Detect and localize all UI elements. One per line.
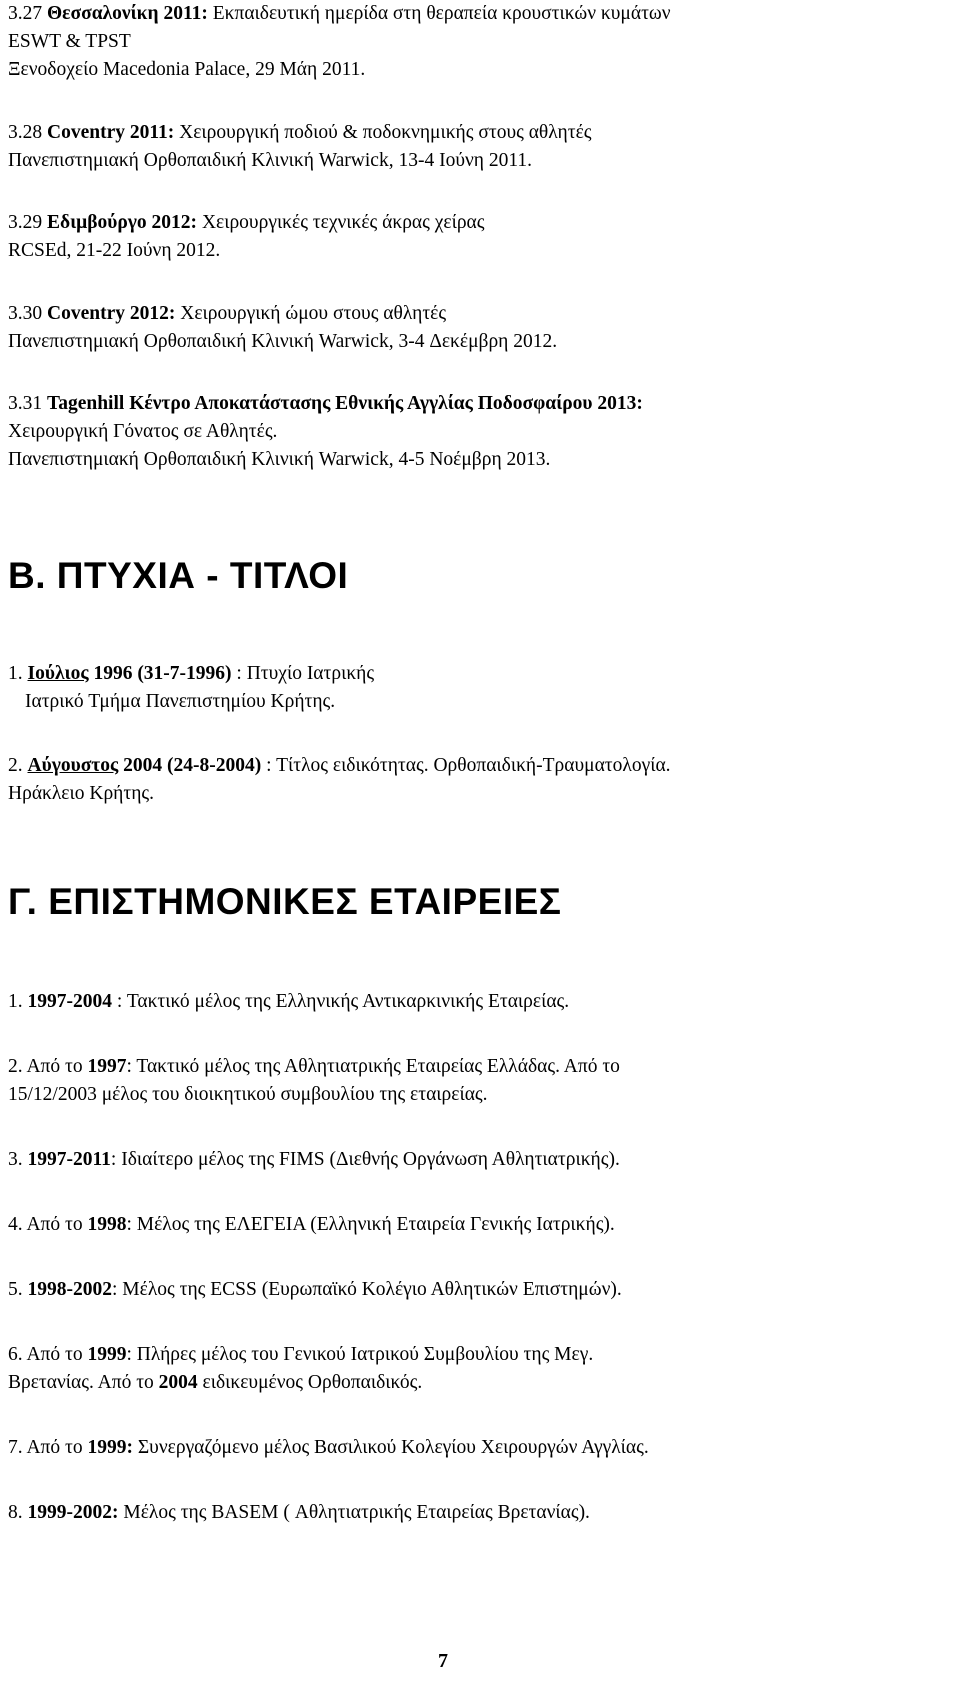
entry-number: 5.: [8, 1279, 23, 1300]
section-heading-societies: Γ. ΕΠΙΣΤΗΜΟΝΙΚΕΣ ΕΤΑΙΡΕΙΕΣ: [8, 881, 562, 922]
entry-line: Πανεπιστημιακή Ορθοπαιδική Κλινική Warwick, 13-4 Ιούνη 2011.: [8, 150, 533, 171]
entry-line: RCSEd, 21-22 Ιούνη 2012.: [8, 240, 221, 261]
entry-year: 1998: [87, 1214, 127, 1235]
entry-number: 8.: [8, 1502, 23, 1523]
entry-line: Ιατρικό Τμήμα Πανεπιστημίου Κρήτης.: [25, 691, 336, 712]
page-number: 7: [438, 1650, 448, 1672]
entry-line: Ηράκλειο Κρήτης.: [8, 783, 155, 804]
society-entry: 6. Από το 1999: Πλήρες μέλος του Γενικού Ιατρικού Συμβουλίου της Μεγ. Βρετανίας. Από το 2004 ειδικευμένος Ορθοπαιδικός.: [8, 1344, 594, 1393]
entry-text: : Τακτικό μέλος της Αθλητιατρικής Εταιρείας Ελλάδας. Από το: [126, 1056, 620, 1077]
entry-date-detail: 2004 (24-8-2004): [118, 755, 262, 776]
entry-line: Ξενοδοχείο Macedonia Palace, 29 Μάη 2011.: [8, 59, 366, 80]
entry-text: : Τακτικό μέλος της Ελληνικής Αντικαρκινικής Εταιρείας.: [112, 991, 570, 1012]
society-entry: [8, 1146, 948, 1174]
entry-year: 1999: [87, 1344, 127, 1365]
entry-year: 1998-2002: [27, 1279, 112, 1300]
entry-number: 3.28: [8, 122, 43, 143]
entry-text: : Τίτλος ειδικότητας. Ορθοπαιδική-Τραυματολογία.: [261, 755, 671, 776]
entry-text: : Πτυχίο Ιατρικής: [231, 663, 375, 684]
society-entry: 2. Από το 1997: Τακτικό μέλος της Αθλητιατρικής Εταιρείας Ελλάδας. Από το 15/12/2003 μέλος του διοικητικού συμβουλίου της εταιρείας.: [8, 1053, 948, 1109]
lecture-entry: [8, 300, 948, 356]
entry-number: 4.: [8, 1214, 23, 1235]
society-entry: 7. Από το 1999: Συνεργαζόμενο μέλος Βασιλικού Κολεγίου Χειρουργών Αγγλίας.: [8, 1437, 649, 1458]
entry-text: Συνεργαζόμενο μέλος Βασιλικού Κολεγίου Χειρουργών Αγγλίας.: [132, 1437, 649, 1458]
entry-date-detail: 1996 (31-7-1996): [88, 663, 232, 684]
degree-entry: [8, 660, 948, 716]
entry-title: Εκπαιδευτική ημερίδα στη θεραπεία κρουστικών κυμάτων: [212, 3, 671, 24]
entry-date: Ιούλιος: [27, 663, 89, 684]
society-entry: [8, 1276, 948, 1304]
entry-number: 3.31: [8, 393, 43, 414]
society-entry: 4. Από το 1998: Μέλος της ΕΛΕΓΕΙΑ (Ελληνική Εταιρεία Γενικής Ιατρικής).: [8, 1214, 615, 1235]
society-entry: [8, 988, 948, 1016]
entry-number: 1.: [8, 991, 23, 1012]
entry-year: 1999:: [87, 1437, 133, 1458]
entry-text: Μέλος της BASEM ( Αθλητιατρικής Εταιρείας Βρετανίας).: [118, 1502, 590, 1523]
entry-line: ESWT & TPST: [8, 31, 131, 52]
entry-place: Coventry 2011:: [47, 122, 175, 143]
entry-number: 1.: [8, 663, 23, 684]
entry-year: 1997-2011: [27, 1149, 111, 1170]
entry-number: 3.30: [8, 303, 43, 324]
entry-place: Tagenhill Κέντρο Αποκατάστασης Εθνικής Αγγλίας Ποδοσφαίρου 2013:: [47, 393, 643, 414]
lecture-entry: [8, 390, 948, 474]
entry-line: Χειρουργική Γόνατος σε Αθλητές.: [8, 421, 278, 442]
entry-number: 7.: [8, 1437, 23, 1458]
entry-place: Θεσσαλονίκη 2011:: [47, 3, 208, 24]
entry-line: 15/12/2003 μέλος του διοικητικού συμβουλίου της εταιρείας.: [8, 1084, 488, 1105]
entry-year: 1997-2004: [27, 991, 112, 1012]
entry-number: 3.29: [8, 212, 43, 233]
entry-year: 2004: [158, 1372, 198, 1393]
lecture-entry: [8, 209, 948, 265]
entry-year: 1997: [87, 1056, 127, 1077]
entry-text: ειδικευμένος Ορθοπαιδικός.: [197, 1372, 423, 1393]
entry-place: Coventry 2012:: [47, 303, 176, 324]
entry-number: 2.: [8, 1056, 23, 1077]
lecture-entry: [8, 0, 948, 84]
entry-year: 1999-2002:: [27, 1502, 119, 1523]
entry-text: : Ιδιαίτερο μέλος της FIMS (Διεθνής Οργάνωση Αθλητιατρικής).: [110, 1149, 620, 1170]
entry-number: 2.: [8, 755, 23, 776]
entry-number: 3.: [8, 1149, 23, 1170]
entry-text: : Μέλος της ΕΛΕΓΕΙΑ (Ελληνική Εταιρεία Γενικής Ιατρικής).: [126, 1214, 615, 1235]
degree-entry: [8, 752, 948, 808]
section-heading-degrees: Β. ΠΤΥΧΙΑ - ΤΙΤΛΟΙ: [8, 555, 349, 596]
society-entry: [8, 1499, 948, 1527]
entry-title: Χειρουργικές τεχνικές άκρας χείρας: [201, 212, 485, 233]
lecture-entry: [8, 119, 948, 175]
entry-title: Χειρουργική ώμου στους αθλητές: [180, 303, 447, 324]
entry-place: Εδιμβούργο 2012:: [47, 212, 198, 233]
entry-title: Χειρουργική ποδιού & ποδοκνημικής στους αθλητές: [179, 122, 592, 143]
entry-text: : Μέλος της ECSS (Ευρωπαϊκό Κολέγιο Αθλητικών Επιστημών).: [112, 1279, 622, 1300]
entry-number: 3.27: [8, 3, 43, 24]
entry-text: : Πλήρες μέλος του Γενικού Ιατρικού Συμβουλίου της Μεγ.: [126, 1344, 594, 1365]
entry-line: Πανεπιστημιακή Ορθοπαιδική Κλινική Warwick, 3-4 Δεκέμβρη 2012.: [8, 331, 558, 352]
entry-number: 6.: [8, 1344, 23, 1365]
entry-line: Πανεπιστημιακή Ορθοπαιδική Κλινική Warwick, 4-5 Νοέμβρη 2013.: [8, 449, 551, 470]
entry-date: Αύγουστος: [27, 755, 119, 776]
